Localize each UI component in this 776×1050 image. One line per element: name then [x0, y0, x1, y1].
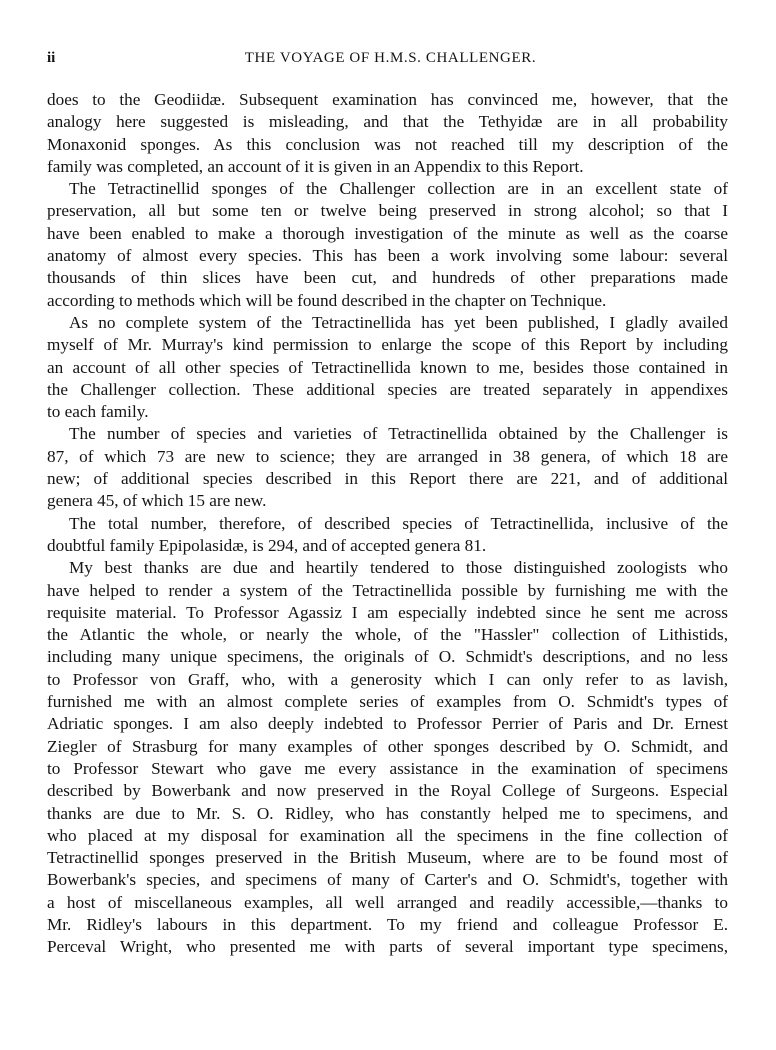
text-line: the Challenger collection. These additional species are treated separately in appendixes: [47, 379, 728, 399]
text-line: My best thanks are due and heartily tendered to those distinguished zoologists who: [69, 558, 728, 578]
text-line: thousands of thin slices have been cut, and hundreds of other preparations made: [47, 268, 728, 288]
text-line: doubtful family Epipolasidæ, is 294, and of accepted genera 81.: [47, 535, 487, 555]
text-line: including many unique specimens, the originals of O. Schmidt's descriptions, and no less: [47, 647, 728, 667]
text-line: Tetractinellid sponges preserved in the British Museum, where are to be found most of: [47, 848, 728, 868]
paragraph-3: [47, 312, 728, 423]
text-line: thanks are due to Mr. S. O. Ridley, who has constantly helped me to specimens, and: [47, 803, 728, 823]
text-line: Bowerbank's species, and specimens of many of Carter's and O. Schmidt's, together with: [47, 870, 728, 890]
text-line: to Professor von Graff, who, with a generosity which I can only refer to as lavish,: [47, 669, 728, 689]
text-line: 87, of which 73 are new to science; they are arranged in 38 genera, of which 18 are: [47, 446, 728, 466]
text-line: a host of miscellaneous examples, all well arranged and readily accessible,—thanks to: [47, 892, 728, 912]
text-line: anatomy of almost every species. This has been a work involving some labour: several: [47, 246, 728, 266]
text-line: according to methods which will be found described in the chapter on Technique.: [47, 290, 607, 310]
text-line: analogy here suggested is misleading, and that the Tethyidæ are in all probability: [47, 112, 728, 132]
text-line: The Tetractinellid sponges of the Challenger collection are in an excellent state of: [69, 179, 728, 199]
text-line: myself of Mr. Murray's kind permission to enlarge the scope of this Report by including: [47, 335, 728, 355]
paragraph-1: [47, 89, 728, 178]
body-text: [47, 89, 728, 959]
text-line: have helped to render a system of the Tetractinellida possible by furnishing me with the: [47, 580, 728, 600]
page-header: [47, 50, 734, 72]
text-line: have been enabled to make a thorough investigation of the minute as well as the coarse: [47, 223, 728, 243]
text-line: who placed at my disposal for examination all the specimens in the fine collection of: [47, 825, 728, 845]
text-line: Adriatic sponges. I am also deeply indebted to Professor Perrier of Paris and Dr. Ernest: [47, 714, 728, 734]
text-line: new; of additional species described in this Report there are 221, and of additional: [47, 469, 728, 489]
text-line: described by Bowerbank and now preserved in the Royal College of Surgeons. Especial: [47, 781, 728, 801]
text-line: Monaxonid sponges. As this conclusion was not reached till my description of the: [47, 134, 728, 154]
paragraph-6: [47, 557, 728, 958]
paragraph-5: [47, 513, 728, 558]
text-line: to each family.: [47, 402, 149, 422]
text-line: The number of species and varieties of Tetractinellida obtained by the Challenger is: [69, 424, 728, 444]
text-line: The total number, therefore, of described species of Tetractinellida, inclusive of the: [69, 513, 728, 533]
running-title: THE VOYAGE OF H.M.S. CHALLENGER.: [244, 50, 537, 66]
text-line: family was completed, an account of it is given in an Appendix to this Report.: [47, 156, 584, 176]
text-line: an account of all other species of Tetractinellida known to me, besides those contained in: [47, 357, 728, 377]
text-line: As no complete system of the Tetractinellida has yet been published, I gladly availed: [69, 312, 728, 332]
paragraph-2: [47, 178, 728, 312]
text-line: to Professor Stewart who gave me every assistance in the examination of specimens: [47, 758, 728, 778]
text-line: does to the Geodiidæ. Subsequent examination has convinced me, however, that the: [47, 90, 728, 109]
text-line: Ziegler of Strasburg for many examples of other sponges described by O. Schmidt, and: [47, 736, 728, 756]
text-line: the Atlantic the whole, or nearly the whole, of the "Hassler" collection of Lithistids,: [47, 625, 728, 645]
page-number: ii: [47, 50, 56, 66]
text-line: genera 45, of which 15 are new.: [47, 491, 267, 511]
paragraph-4: [47, 423, 728, 512]
text-line: Perceval Wright, who presented me with parts of several important type specimens,: [47, 937, 728, 957]
text-line: Mr. Ridley's labours in this department. To my friend and colleague Professor E.: [47, 914, 728, 934]
text-line: furnished me with an almost complete series of examples from O. Schmidt's types of: [47, 692, 728, 712]
text-line: requisite material. To Professor Agassiz I am especially indebted since he sent me across: [47, 602, 728, 622]
text-line: preservation, all but some ten or twelve being preserved in strong alcohol; so that I: [47, 201, 728, 221]
